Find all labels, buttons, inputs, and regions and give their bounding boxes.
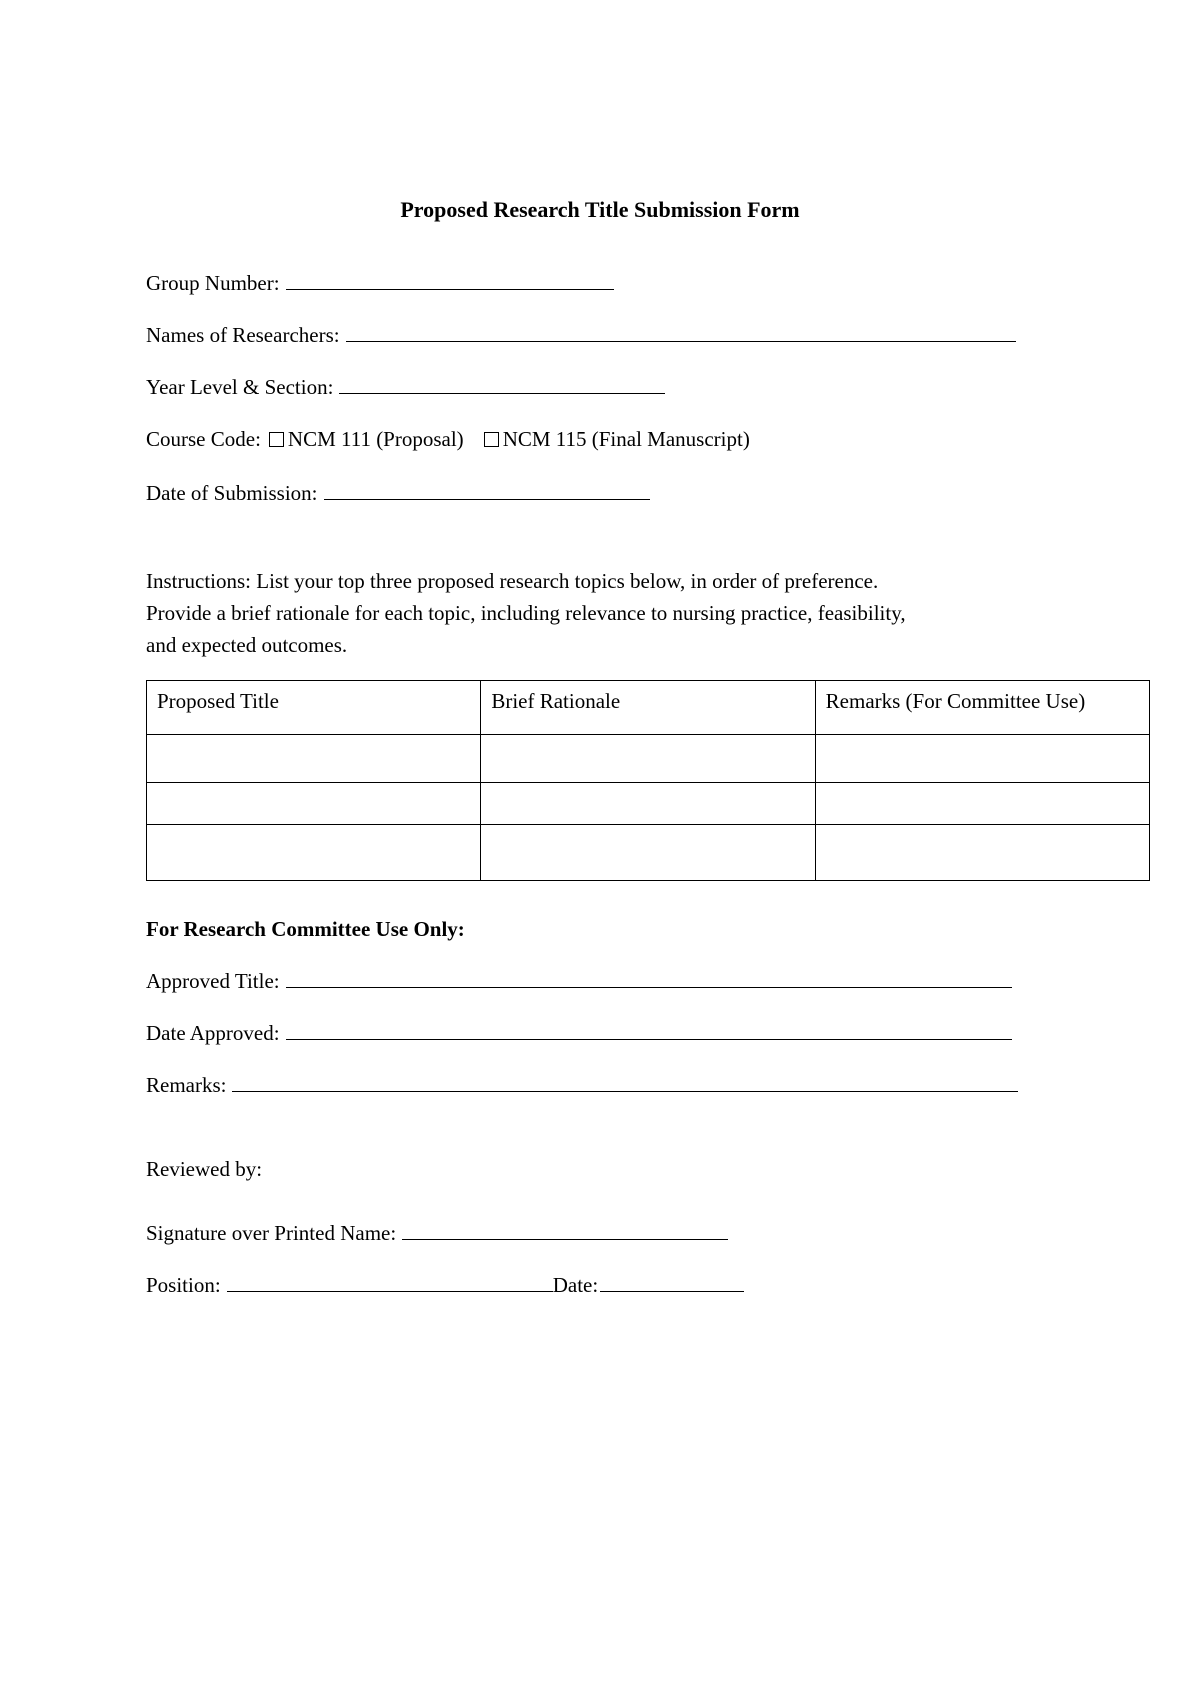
group-number-row [146, 270, 614, 296]
date-label: Date: [552, 1273, 599, 1297]
proposed-topics-table [146, 680, 1150, 881]
position-label: Position: [146, 1273, 221, 1297]
table-cell-rationale[interactable] [481, 825, 815, 881]
approved-title-label: Approved Title: [146, 969, 280, 993]
date-approved-field[interactable] [286, 1020, 1012, 1040]
instructions-text [146, 565, 1066, 661]
approved-title-row [146, 968, 1012, 994]
position-date-row [146, 1272, 744, 1298]
ncm115-checkbox[interactable] [484, 432, 499, 447]
signature-label: Signature over Printed Name: [146, 1221, 397, 1245]
researchers-row [146, 322, 1016, 348]
course-code-row [146, 426, 750, 452]
table-cell-title[interactable] [147, 783, 481, 825]
year-section-field[interactable] [339, 374, 665, 394]
signature-field[interactable] [402, 1220, 728, 1240]
table-header-proposed-title: Proposed Title [147, 681, 481, 735]
date-submission-row [146, 480, 650, 506]
ncm111-checkbox[interactable] [269, 432, 284, 447]
ncm115-option-label: NCM 115 (Final Manuscript) [502, 427, 750, 451]
instructions-line-3: and expected outcomes. [146, 633, 348, 657]
remarks-field[interactable] [232, 1072, 1018, 1092]
table-header-row [147, 681, 1150, 735]
date-field[interactable] [600, 1272, 744, 1292]
table-cell-rationale[interactable] [481, 783, 815, 825]
course-code-label: Course Code: [146, 427, 261, 451]
table-cell-remarks[interactable] [815, 735, 1149, 783]
year-section-row [146, 374, 665, 400]
table-cell-rationale[interactable] [481, 735, 815, 783]
table-cell-remarks[interactable] [815, 783, 1149, 825]
researchers-field[interactable] [346, 322, 1016, 342]
signature-row [146, 1220, 728, 1246]
ncm111-option-label: NCM 111 (Proposal) [287, 427, 464, 451]
table-row [147, 825, 1150, 881]
table-header-remarks: Remarks (For Committee Use) [815, 681, 1149, 735]
instructions-line-1: Instructions: List your top three proposed research topics below, in order of preference. [146, 569, 879, 593]
date-approved-row [146, 1020, 1012, 1046]
table-cell-remarks[interactable] [815, 825, 1149, 881]
committee-heading: For Research Committee Use Only: [146, 917, 465, 941]
date-submission-label: Date of Submission: [146, 481, 318, 505]
researchers-label: Names of Researchers: [146, 323, 340, 347]
year-section-label: Year Level & Section: [146, 375, 334, 399]
table-row [147, 783, 1150, 825]
approved-title-field[interactable] [286, 968, 1012, 988]
date-approved-label: Date Approved: [146, 1021, 280, 1045]
remarks-row [146, 1072, 1018, 1098]
form-title: Proposed Research Title Submission Form [400, 197, 800, 222]
table-header-brief-rationale: Brief Rationale [481, 681, 815, 735]
remarks-label: Remarks: [146, 1073, 227, 1097]
reviewed-by-label: Reviewed by: [146, 1157, 263, 1181]
date-submission-field[interactable] [324, 480, 650, 500]
table-row [147, 735, 1150, 783]
group-number-label: Group Number: [146, 271, 280, 295]
group-number-field[interactable] [286, 270, 614, 290]
position-field[interactable] [227, 1272, 553, 1292]
table-cell-title[interactable] [147, 735, 481, 783]
table-cell-title[interactable] [147, 825, 481, 881]
instructions-line-2: Provide a brief rationale for each topic, including relevance to nursing practice, feasibility, [146, 601, 906, 625]
